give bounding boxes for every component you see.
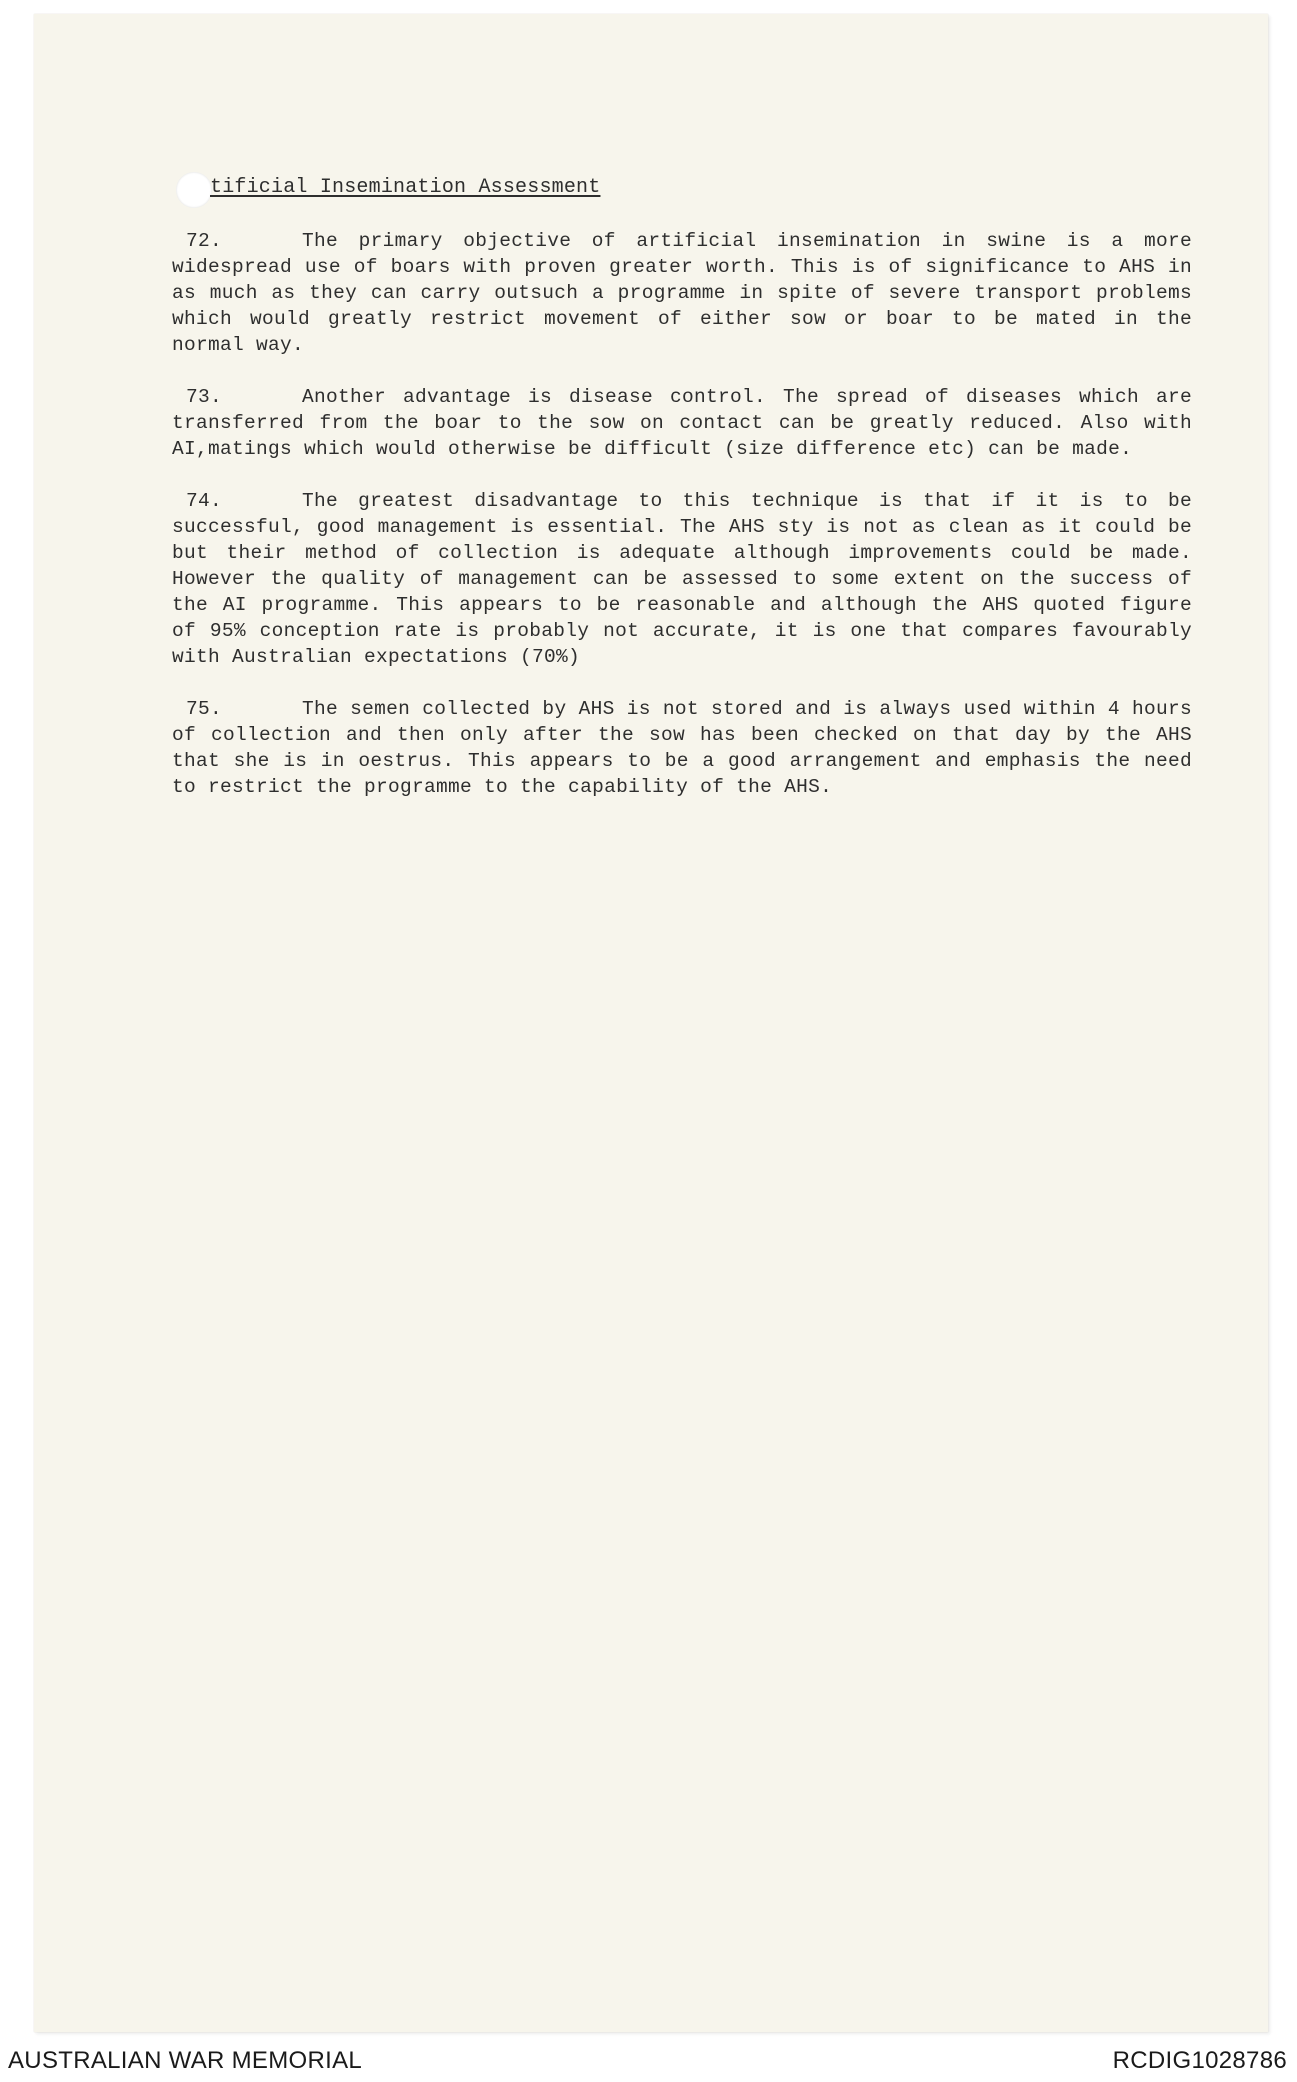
paragraph-text: The primary objective of artificial insemination in swine is a more widespread use of boars with proven greater worth. This is of significance to AHS in as much as they can carry outsuch a programme in spite of severe transport problems which would greatly restrict movement of either sow or boar to be mated in the normal way. bbox=[172, 230, 1192, 356]
footer-institution: AUSTRALIAN WAR MEMORIAL bbox=[8, 2047, 363, 2074]
document-page bbox=[34, 14, 1268, 2032]
document-body bbox=[172, 228, 1192, 826]
paragraph-text: Another advantage is disease control. The spread of diseases which are transferred from the boar to the sow on contact can be greatly reduced. Also with AI,matings which would otherwise be difficult (size difference etc) can be made. bbox=[172, 386, 1192, 460]
paragraph-number: 72. bbox=[186, 230, 223, 252]
paragraph-number: 75. bbox=[186, 698, 223, 720]
paragraph-text: The greatest disadvantage to this technique is that if it is to be successful, good management is essential. The AHS sty is not as clean as it could be but their method of collection is adequate although improvements could be made. However the quality of management can be assessed to some extent on the success of the AI programme. This appears to be reasonable and although the AHS quoted figure of 95% conception rate is probably not accurate, it is one that compares favourably with Australian expectations (70%) bbox=[172, 490, 1192, 668]
paragraph-72 bbox=[172, 228, 1192, 358]
section-heading bbox=[172, 176, 600, 200]
paragraph-73 bbox=[172, 384, 1192, 462]
paragraph-text: The semen collected by AHS is not stored and is always used within 4 hours of collection and then only after the sow has been checked on that day by the AHS that she is in oestrus. This appears to be a good arrangement and emphasis the need to restrict the programme to the capability of the AHS. bbox=[172, 698, 1192, 798]
paragraph-74 bbox=[172, 488, 1192, 670]
paragraph-number: 73. bbox=[186, 386, 223, 408]
paragraph-number: 74. bbox=[186, 490, 223, 512]
section-heading-text: tificial Insemination Assessment bbox=[210, 176, 601, 199]
paragraph-75 bbox=[172, 696, 1192, 800]
archive-footer bbox=[8, 2046, 1287, 2076]
footer-identifier: RCDIG1028786 bbox=[1112, 2047, 1287, 2074]
